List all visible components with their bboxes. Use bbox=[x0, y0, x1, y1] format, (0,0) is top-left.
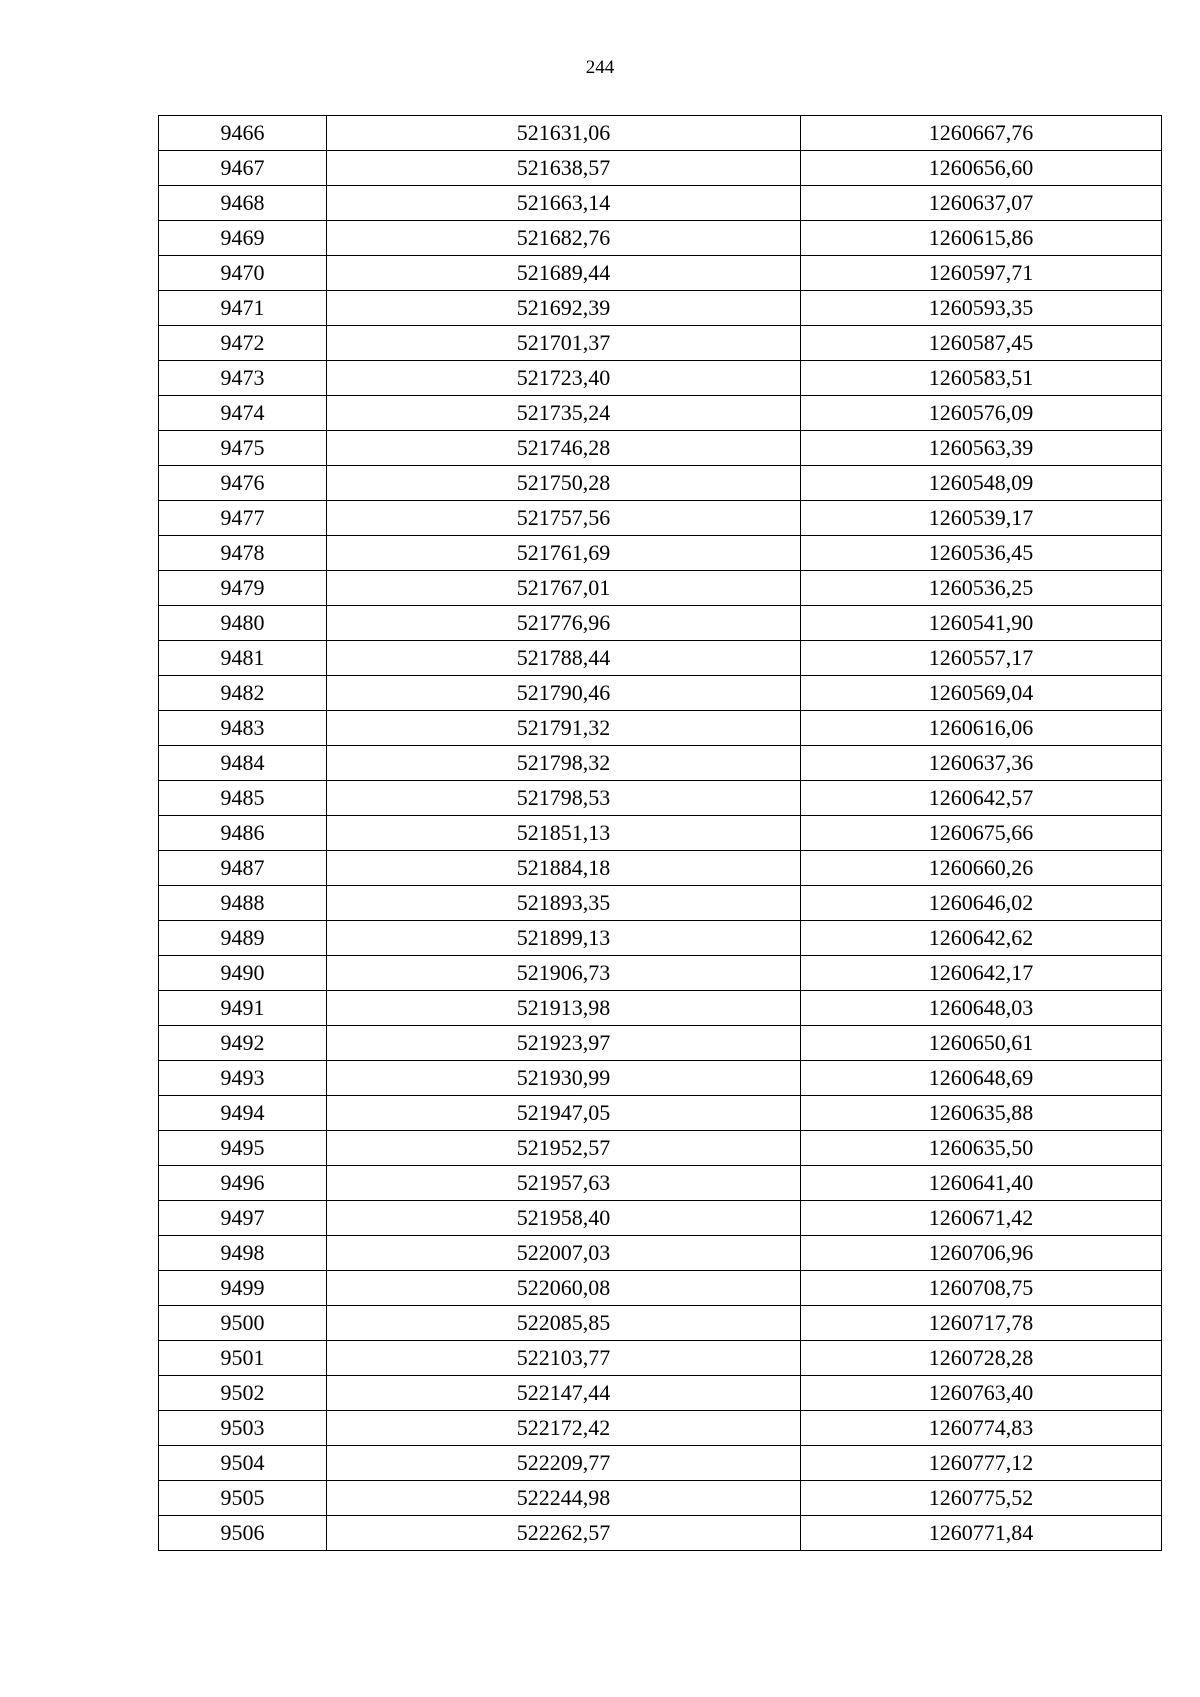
point-number-cell: 9466 bbox=[159, 116, 327, 151]
y-coordinate-cell: 1260642,62 bbox=[801, 921, 1162, 956]
y-coordinate-cell: 1260593,35 bbox=[801, 291, 1162, 326]
x-coordinate-cell: 521952,57 bbox=[327, 1131, 801, 1166]
x-coordinate-cell: 522147,44 bbox=[327, 1376, 801, 1411]
table-row bbox=[159, 326, 1162, 361]
x-coordinate-cell: 521701,37 bbox=[327, 326, 801, 361]
x-coordinate-cell: 522060,08 bbox=[327, 1271, 801, 1306]
table-row bbox=[159, 431, 1162, 466]
point-number-cell: 9470 bbox=[159, 256, 327, 291]
x-coordinate-cell: 521761,69 bbox=[327, 536, 801, 571]
table-row bbox=[159, 886, 1162, 921]
x-coordinate-cell: 521746,28 bbox=[327, 431, 801, 466]
table-row bbox=[159, 676, 1162, 711]
table-row bbox=[159, 991, 1162, 1026]
y-coordinate-cell: 1260637,07 bbox=[801, 186, 1162, 221]
x-coordinate-cell: 521958,40 bbox=[327, 1201, 801, 1236]
x-coordinate-cell: 521689,44 bbox=[327, 256, 801, 291]
y-coordinate-cell: 1260615,86 bbox=[801, 221, 1162, 256]
x-coordinate-cell: 521884,18 bbox=[327, 851, 801, 886]
point-number-cell: 9478 bbox=[159, 536, 327, 571]
point-number-cell: 9469 bbox=[159, 221, 327, 256]
y-coordinate-cell: 1260548,09 bbox=[801, 466, 1162, 501]
x-coordinate-cell: 521735,24 bbox=[327, 396, 801, 431]
y-coordinate-cell: 1260708,75 bbox=[801, 1271, 1162, 1306]
point-number-cell: 9477 bbox=[159, 501, 327, 536]
table-row bbox=[159, 1446, 1162, 1481]
x-coordinate-cell: 521776,96 bbox=[327, 606, 801, 641]
x-coordinate-cell: 521663,14 bbox=[327, 186, 801, 221]
x-coordinate-cell: 521723,40 bbox=[327, 361, 801, 396]
point-number-cell: 9489 bbox=[159, 921, 327, 956]
x-coordinate-cell: 521899,13 bbox=[327, 921, 801, 956]
table-row bbox=[159, 396, 1162, 431]
table-row bbox=[159, 186, 1162, 221]
point-number-cell: 9503 bbox=[159, 1411, 327, 1446]
point-number-cell: 9468 bbox=[159, 186, 327, 221]
table-row bbox=[159, 466, 1162, 501]
x-coordinate-cell: 522244,98 bbox=[327, 1481, 801, 1516]
point-number-cell: 9500 bbox=[159, 1306, 327, 1341]
y-coordinate-cell: 1260569,04 bbox=[801, 676, 1162, 711]
y-coordinate-cell: 1260641,40 bbox=[801, 1166, 1162, 1201]
page-number: 244 bbox=[585, 57, 615, 78]
point-number-cell: 9474 bbox=[159, 396, 327, 431]
table-row bbox=[159, 1061, 1162, 1096]
point-number-cell: 9502 bbox=[159, 1376, 327, 1411]
table-row bbox=[159, 711, 1162, 746]
y-coordinate-cell: 1260706,96 bbox=[801, 1236, 1162, 1271]
point-number-cell: 9488 bbox=[159, 886, 327, 921]
point-number-cell: 9483 bbox=[159, 711, 327, 746]
point-number-cell: 9472 bbox=[159, 326, 327, 361]
point-number-cell: 9497 bbox=[159, 1201, 327, 1236]
table-row bbox=[159, 291, 1162, 326]
y-coordinate-cell: 1260771,84 bbox=[801, 1516, 1162, 1551]
y-coordinate-cell: 1260637,36 bbox=[801, 746, 1162, 781]
y-coordinate-cell: 1260616,06 bbox=[801, 711, 1162, 746]
y-coordinate-cell: 1260642,17 bbox=[801, 956, 1162, 991]
y-coordinate-cell: 1260650,61 bbox=[801, 1026, 1162, 1061]
x-coordinate-cell: 521638,57 bbox=[327, 151, 801, 186]
y-coordinate-cell: 1260671,42 bbox=[801, 1201, 1162, 1236]
table-row bbox=[159, 921, 1162, 956]
y-coordinate-cell: 1260563,39 bbox=[801, 431, 1162, 466]
table-row bbox=[159, 221, 1162, 256]
table-row bbox=[159, 641, 1162, 676]
y-coordinate-cell: 1260646,02 bbox=[801, 886, 1162, 921]
y-coordinate-cell: 1260675,66 bbox=[801, 816, 1162, 851]
x-coordinate-cell: 521923,97 bbox=[327, 1026, 801, 1061]
y-coordinate-cell: 1260717,78 bbox=[801, 1306, 1162, 1341]
x-coordinate-cell: 521767,01 bbox=[327, 571, 801, 606]
y-coordinate-cell: 1260660,26 bbox=[801, 851, 1162, 886]
point-number-cell: 9506 bbox=[159, 1516, 327, 1551]
point-number-cell: 9493 bbox=[159, 1061, 327, 1096]
point-number-cell: 9467 bbox=[159, 151, 327, 186]
x-coordinate-cell: 521851,13 bbox=[327, 816, 801, 851]
coordinates-table bbox=[158, 115, 1162, 1551]
point-number-cell: 9492 bbox=[159, 1026, 327, 1061]
point-number-cell: 9475 bbox=[159, 431, 327, 466]
y-coordinate-cell: 1260775,52 bbox=[801, 1481, 1162, 1516]
y-coordinate-cell: 1260667,76 bbox=[801, 116, 1162, 151]
coordinates-table-body bbox=[159, 116, 1162, 1551]
y-coordinate-cell: 1260777,12 bbox=[801, 1446, 1162, 1481]
x-coordinate-cell: 521790,46 bbox=[327, 676, 801, 711]
table-row bbox=[159, 1516, 1162, 1551]
table-row bbox=[159, 1236, 1162, 1271]
point-number-cell: 9484 bbox=[159, 746, 327, 781]
point-number-cell: 9494 bbox=[159, 1096, 327, 1131]
table-row bbox=[159, 501, 1162, 536]
table-row bbox=[159, 956, 1162, 991]
table-row bbox=[159, 851, 1162, 886]
x-coordinate-cell: 522007,03 bbox=[327, 1236, 801, 1271]
point-number-cell: 9479 bbox=[159, 571, 327, 606]
point-number-cell: 9476 bbox=[159, 466, 327, 501]
y-coordinate-cell: 1260635,50 bbox=[801, 1131, 1162, 1166]
x-coordinate-cell: 521692,39 bbox=[327, 291, 801, 326]
table-row bbox=[159, 1026, 1162, 1061]
point-number-cell: 9505 bbox=[159, 1481, 327, 1516]
y-coordinate-cell: 1260576,09 bbox=[801, 396, 1162, 431]
table-row bbox=[159, 1131, 1162, 1166]
point-number-cell: 9486 bbox=[159, 816, 327, 851]
table-row bbox=[159, 571, 1162, 606]
table-row bbox=[159, 1201, 1162, 1236]
x-coordinate-cell: 522262,57 bbox=[327, 1516, 801, 1551]
y-coordinate-cell: 1260635,88 bbox=[801, 1096, 1162, 1131]
table-row bbox=[159, 1306, 1162, 1341]
point-number-cell: 9480 bbox=[159, 606, 327, 641]
table-row bbox=[159, 151, 1162, 186]
x-coordinate-cell: 522172,42 bbox=[327, 1411, 801, 1446]
point-number-cell: 9496 bbox=[159, 1166, 327, 1201]
x-coordinate-cell: 521947,05 bbox=[327, 1096, 801, 1131]
point-number-cell: 9485 bbox=[159, 781, 327, 816]
table-row bbox=[159, 606, 1162, 641]
point-number-cell: 9495 bbox=[159, 1131, 327, 1166]
table-row bbox=[159, 746, 1162, 781]
point-number-cell: 9487 bbox=[159, 851, 327, 886]
x-coordinate-cell: 521798,53 bbox=[327, 781, 801, 816]
y-coordinate-cell: 1260648,69 bbox=[801, 1061, 1162, 1096]
table-row bbox=[159, 1376, 1162, 1411]
y-coordinate-cell: 1260541,90 bbox=[801, 606, 1162, 641]
point-number-cell: 9498 bbox=[159, 1236, 327, 1271]
point-number-cell: 9482 bbox=[159, 676, 327, 711]
table-row bbox=[159, 1096, 1162, 1131]
point-number-cell: 9491 bbox=[159, 991, 327, 1026]
point-number-cell: 9481 bbox=[159, 641, 327, 676]
y-coordinate-cell: 1260587,45 bbox=[801, 326, 1162, 361]
x-coordinate-cell: 521750,28 bbox=[327, 466, 801, 501]
x-coordinate-cell: 521757,56 bbox=[327, 501, 801, 536]
x-coordinate-cell: 521788,44 bbox=[327, 641, 801, 676]
y-coordinate-cell: 1260642,57 bbox=[801, 781, 1162, 816]
table-row bbox=[159, 1166, 1162, 1201]
point-number-cell: 9473 bbox=[159, 361, 327, 396]
y-coordinate-cell: 1260597,71 bbox=[801, 256, 1162, 291]
y-coordinate-cell: 1260656,60 bbox=[801, 151, 1162, 186]
x-coordinate-cell: 522085,85 bbox=[327, 1306, 801, 1341]
table-row bbox=[159, 1341, 1162, 1376]
y-coordinate-cell: 1260763,40 bbox=[801, 1376, 1162, 1411]
y-coordinate-cell: 1260648,03 bbox=[801, 991, 1162, 1026]
y-coordinate-cell: 1260557,17 bbox=[801, 641, 1162, 676]
point-number-cell: 9499 bbox=[159, 1271, 327, 1306]
x-coordinate-cell: 521930,99 bbox=[327, 1061, 801, 1096]
y-coordinate-cell: 1260583,51 bbox=[801, 361, 1162, 396]
x-coordinate-cell: 522103,77 bbox=[327, 1341, 801, 1376]
x-coordinate-cell: 521631,06 bbox=[327, 116, 801, 151]
x-coordinate-cell: 521906,73 bbox=[327, 956, 801, 991]
y-coordinate-cell: 1260539,17 bbox=[801, 501, 1162, 536]
y-coordinate-cell: 1260536,25 bbox=[801, 571, 1162, 606]
table-row bbox=[159, 536, 1162, 571]
table-row bbox=[159, 116, 1162, 151]
x-coordinate-cell: 521798,32 bbox=[327, 746, 801, 781]
point-number-cell: 9471 bbox=[159, 291, 327, 326]
point-number-cell: 9490 bbox=[159, 956, 327, 991]
x-coordinate-cell: 521957,63 bbox=[327, 1166, 801, 1201]
point-number-cell: 9504 bbox=[159, 1446, 327, 1481]
table-row bbox=[159, 1481, 1162, 1516]
table-row bbox=[159, 361, 1162, 396]
y-coordinate-cell: 1260536,45 bbox=[801, 536, 1162, 571]
y-coordinate-cell: 1260728,28 bbox=[801, 1341, 1162, 1376]
x-coordinate-cell: 521791,32 bbox=[327, 711, 801, 746]
x-coordinate-cell: 521682,76 bbox=[327, 221, 801, 256]
x-coordinate-cell: 521893,35 bbox=[327, 886, 801, 921]
x-coordinate-cell: 521913,98 bbox=[327, 991, 801, 1026]
table-row bbox=[159, 816, 1162, 851]
y-coordinate-cell: 1260774,83 bbox=[801, 1411, 1162, 1446]
x-coordinate-cell: 522209,77 bbox=[327, 1446, 801, 1481]
point-number-cell: 9501 bbox=[159, 1341, 327, 1376]
table-row bbox=[159, 1271, 1162, 1306]
table-row bbox=[159, 1411, 1162, 1446]
table-row bbox=[159, 781, 1162, 816]
table-row bbox=[159, 256, 1162, 291]
